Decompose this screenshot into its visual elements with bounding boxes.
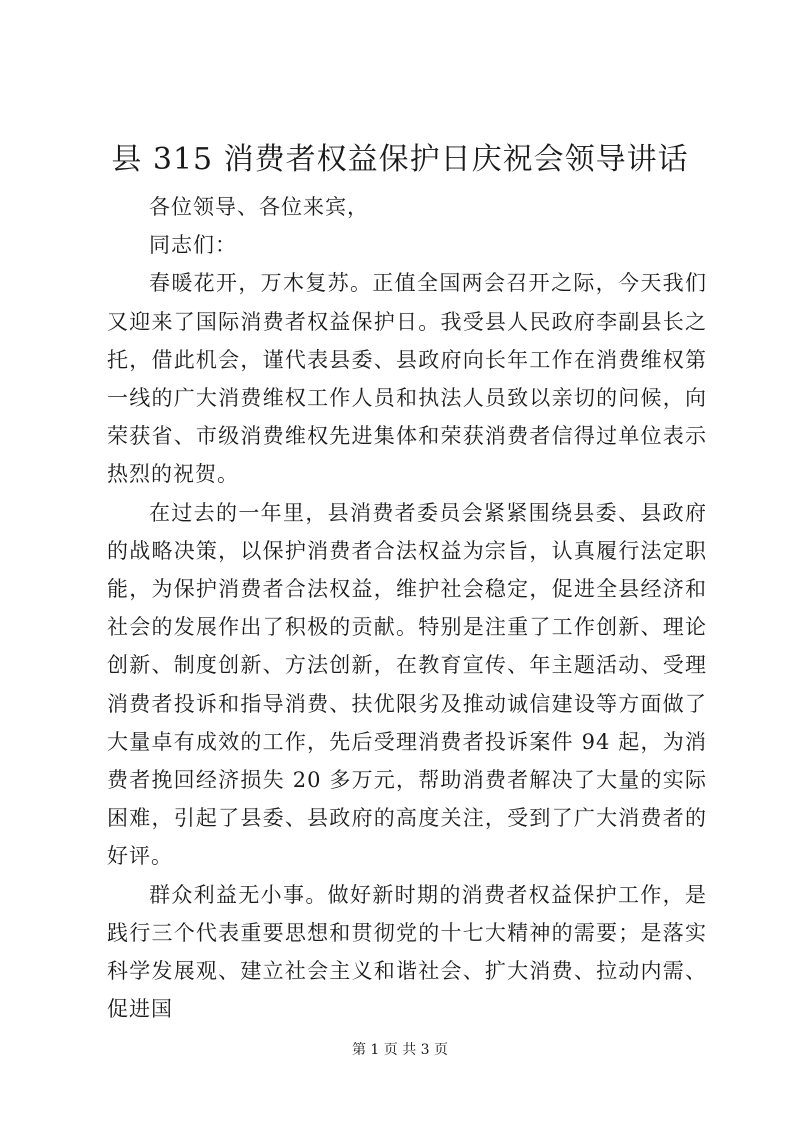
- salutation-line: 同志们：: [149, 233, 237, 258]
- document-body: [107, 188, 707, 1028]
- body-paragraph: 在过去的一年里，县消费者委员会紧紧围绕县委、县政府的战略决策，以保护消费者合法权益为宗旨，认真履行法定职能，为保护消费者合法权益，维护社会稳定，促进全县经济和社会的发展作出了积极的贡献。特别是注重了工作创新、理论创新、制度创新、方法创新，在教育宣传、年主题活动、受理消费者投诉和指导消费、扶优限劣及推动诚信建设等方面做了大量卓有成效的工作，先后受理消费者投诉案件 94 起，为消费者挽回经济损失 20 多万元，帮助消费者解决了大量的实际困难，引起了县委、县政府的高度关注，受到了广大消费者的好评。: [107, 500, 707, 869]
- body-paragraph: 春暖花开，万木复苏。正值全国两会召开之际，今天我们又迎来了国际消费者权益保护日。我受县人民政府李副县长之托，借此机会，谨代表县委、县政府向长年工作在消费维权第一线的广大消费维权工作人员和执法人员致以亲切的问候，向荣获省、市级消费维权先进集体和荣获消费者信得过单位表示热烈的祝贺。: [107, 271, 707, 487]
- body-paragraph: 群众利益无小事。做好新时期的消费者权益保护工作，是践行三个代表重要思想和贯彻党的十七大精神的需要；是落实科学发展观、建立社会主义和谐社会、扩大消费、拉动内需、促进国: [107, 882, 707, 1022]
- salutation-line: 各位领导、各位来宾，: [149, 195, 369, 219]
- page-number-footer: 第 1 页 共 3 页: [351, 1042, 449, 1058]
- document-title: 县 315 消费者权益保护日庆祝会领导讲话: [111, 142, 689, 177]
